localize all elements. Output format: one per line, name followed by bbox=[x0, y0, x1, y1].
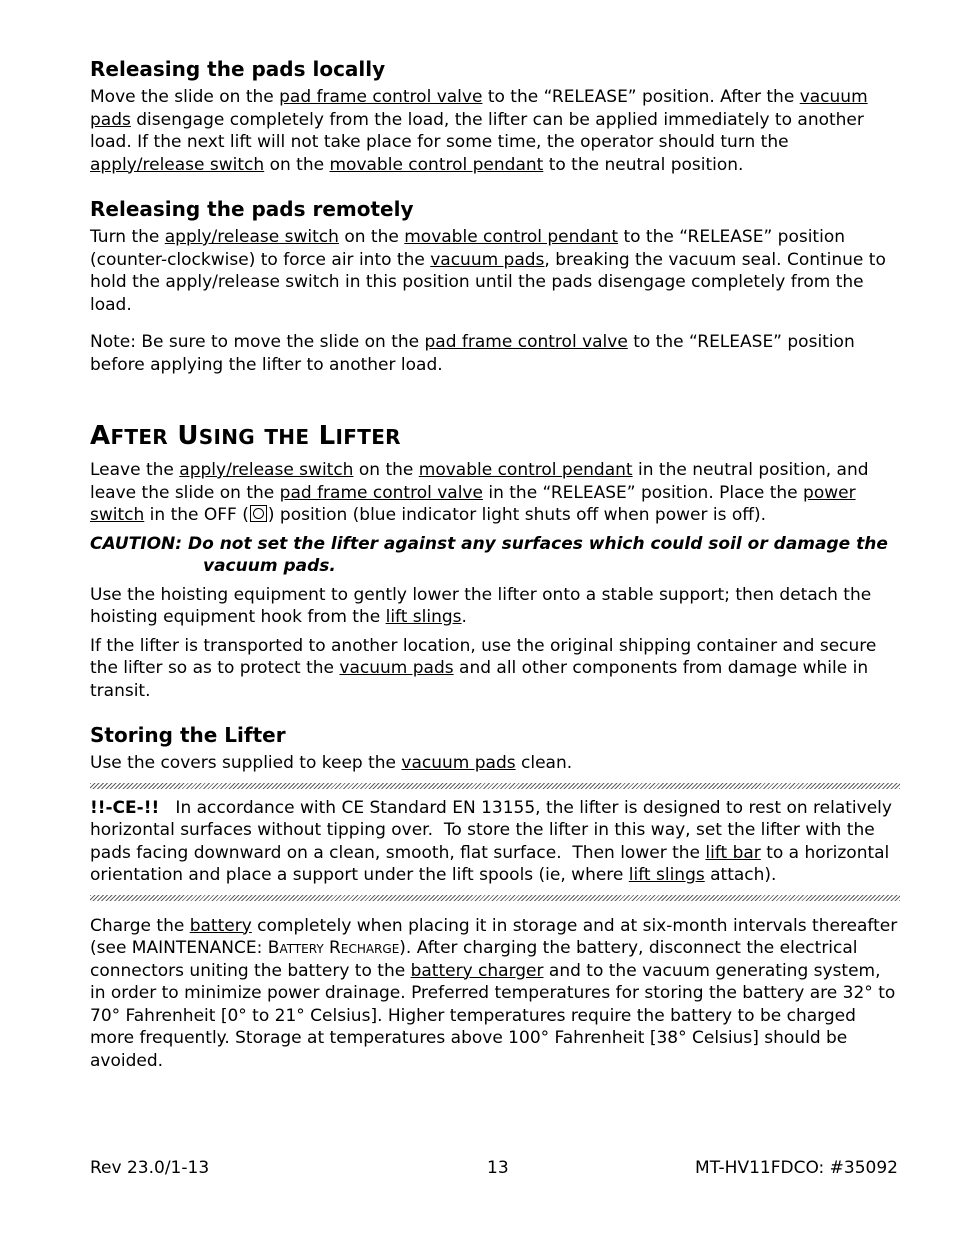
link-vacuum-pads[interactable]: vacuum pads bbox=[90, 87, 868, 130]
paragraph-note: Note: Be sure to move the slide on the pad frame control valve to the “RELEASE” position before applying the lifter to another load. bbox=[90, 332, 855, 375]
link-lift-bar[interactable]: lift bar bbox=[705, 842, 761, 863]
paragraph-after-using: Leave the apply/release switch on the movable control pendant in the neutral position, and leave the slide on the pad frame control valve in the “RELEASE” position. Place the power switch in the OFF ( ) position (blue indicator light shuts off when power is off). bbox=[90, 460, 869, 525]
document-page bbox=[90, 56, 900, 1078]
link-battery[interactable]: battery bbox=[189, 915, 252, 936]
heading-storing-the-lifter: Storing the Lifter bbox=[90, 723, 286, 747]
link-apply-release-switch[interactable]: apply/release switch bbox=[90, 154, 265, 175]
link-vacuum-pads[interactable]: vacuum pads bbox=[430, 249, 545, 270]
paragraph-covers: Use the covers supplied to keep the vacuum pads clean. bbox=[90, 753, 573, 773]
link-vacuum-pads[interactable]: vacuum pads bbox=[401, 753, 516, 773]
link-movable-control-pendant[interactable]: movable control pendant bbox=[418, 460, 633, 480]
divider-bottom bbox=[90, 895, 900, 901]
link-apply-release-switch[interactable]: apply/release switch bbox=[179, 460, 354, 480]
paragraph-hoisting: Use the hoisting equipment to gently lower the lifter onto a stable support; then detach the hoisting equipment hook from the lift slings. bbox=[90, 584, 872, 627]
link-movable-control-pendant[interactable]: movable control pendant bbox=[404, 227, 619, 247]
power-off-icon bbox=[250, 505, 267, 522]
paragraph-battery: Charge the battery completely when placing it in storage and at six-month intervals thereafter (see MAINTENANCE: Battery Recharge). After charging the battery, disconnect the electrical connectors uniting the battery to the battery charger and to the vacuum generating system, in order to minimize power drainage. Preferred temperatures for storing the battery are 32° to 70° Fahrenheit [0° to 21° Celsius]. Higher temperatures require the battery to be charged more frequently. Storage at temperatures above 100° Fahrenheit [38° Celsius] should be avoided. bbox=[90, 915, 898, 1071]
footer-document-id: MT-HV11FDCO: #35092 bbox=[695, 1158, 898, 1178]
link-vacuum-pads[interactable]: vacuum pads bbox=[339, 658, 454, 678]
link-power-switch[interactable]: power switch bbox=[90, 482, 856, 525]
divider-top bbox=[90, 783, 900, 789]
paragraph-releasing-locally: Move the slide on the pad frame control valve to the “RELEASE” position. After the vacuum pads disengage completely from the load, the lifter can be applied immediately to another load. If the next lift will not take place for some time, the operator should turn the apply/release switch on the movable control pendant to the neutral position. bbox=[90, 87, 868, 175]
heading-releasing-locally: Releasing the pads locally bbox=[90, 57, 386, 81]
link-pad-frame-control-valve[interactable]: pad frame control valve bbox=[424, 332, 628, 352]
footer-revision: Rev 23.0/1-13 bbox=[90, 1158, 210, 1178]
paragraph-ce-standard: !!-CE-!! In accordance with CE Standard EN 13155, the lifter is designed to rest on relatively horizontal surfaces without tipping over. To store the lifter in this way, set the lifter with the pads facing downward on a clean, smooth, flat surface. Then lower the lift bar to a horizontal orientation and place a support under the lift spools (ie, where lift slings attach). bbox=[90, 797, 898, 885]
ce-tag: !!-CE-!! bbox=[90, 797, 160, 818]
heading-after-using-the-lifter: AFTER USING THE LIFTER bbox=[90, 421, 401, 451]
link-pad-frame-control-valve[interactable]: pad frame control valve bbox=[279, 87, 483, 107]
caution-note: CAUTION: Do not set the lifter against any surfaces which could soil or damage the vacuum pads. bbox=[90, 533, 888, 576]
link-apply-release-switch[interactable]: apply/release switch bbox=[164, 227, 339, 247]
link-lift-slings[interactable]: lift slings bbox=[628, 865, 705, 885]
link-battery-charger[interactable]: battery charger bbox=[410, 960, 544, 981]
link-pad-frame-control-valve[interactable]: pad frame control valve bbox=[279, 482, 483, 503]
footer-page-number: 13 bbox=[487, 1158, 509, 1178]
paragraph-releasing-remotely: Turn the apply/release switch on the movable control pendant to the “RELEASE” position (counter-clockwise) to force air into the vacuum pads, breaking the vacuum seal. Continue to hold the apply/release switch in this position until the pads disengage completely from the load. bbox=[90, 227, 886, 315]
heading-releasing-remotely: Releasing the pads remotely bbox=[90, 197, 414, 221]
page-footer bbox=[90, 1157, 898, 1179]
link-lift-slings[interactable]: lift slings bbox=[385, 607, 462, 627]
link-movable-control-pendant[interactable]: movable control pendant bbox=[329, 154, 544, 175]
battery-recharge-ref: Battery Recharge bbox=[267, 938, 400, 958]
paragraph-transport: If the lifter is transported to another location, use the original shipping container and secure the lifter so as to protect the vacuum pads and all other components from damage while in transit. bbox=[90, 635, 877, 701]
